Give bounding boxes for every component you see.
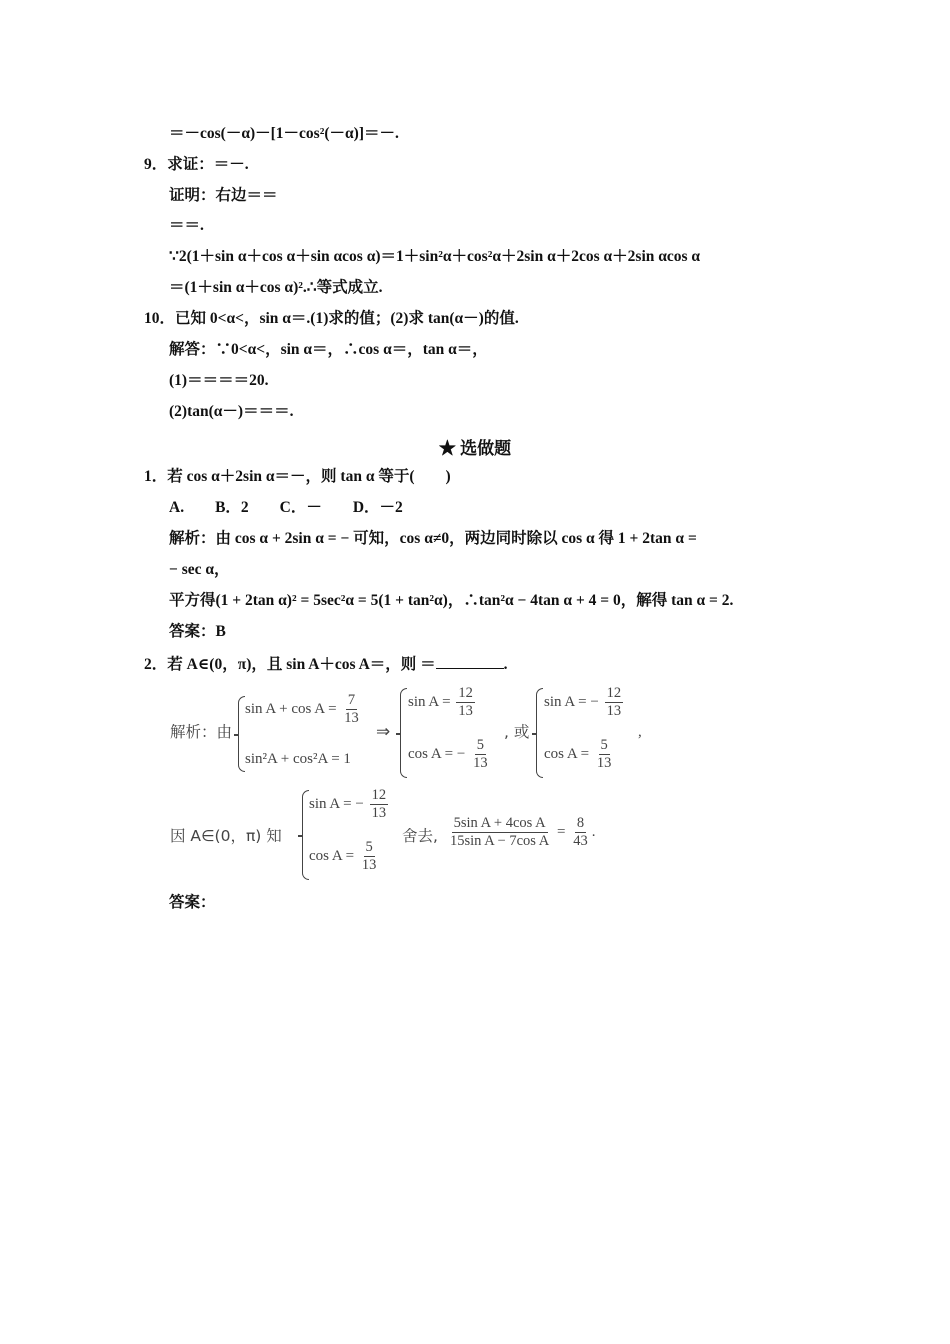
q2-analysis-label: 解析：由: [170, 723, 233, 741]
proof-line-4: ＝(1＋sin α＋cos α)².∴等式成立.: [169, 279, 383, 296]
system2-eq1: sin A = $\frac{12}{13}$: [408, 685, 473, 719]
system4-eq1: sin A = − $\frac{12}{13}$: [309, 787, 387, 821]
because-text: 因 A∈(0，π) 知: [170, 827, 282, 845]
or-text: , 或: [504, 723, 530, 741]
proof-line-1: ＝－cos(－α)－[1－cos²(－α)]＝－.: [169, 125, 399, 142]
system2-eq2: cos A = − $\frac{5}{13}$: [408, 737, 488, 771]
section-title: ★ 选做题: [438, 439, 512, 458]
q2-stem-text: 2．若 A∈(0，π)，且 sin A＋cos A＝，则 ＝: [144, 656, 436, 673]
problem-9: 9．求证：＝－.: [144, 156, 249, 173]
solution-10-line-3: (2)tan(α－)＝＝＝.: [169, 403, 294, 420]
proof-line-2: ＝＝.: [169, 217, 204, 234]
system1-eq1: sin A + cos A = $\frac{7}{13}$: [245, 692, 359, 726]
q2-stem: [144, 653, 508, 675]
implies-arrow: ⇒: [376, 722, 391, 741]
system3-eq2: cos A = $\frac{5}{13}$: [544, 737, 612, 771]
comma: ,: [638, 724, 642, 740]
q1-analysis-3: 平方得(1 + 2tan α)² = 5sec²α = 5(1 + tan²α)，∴tan²α − 4tan α + 4 = 0，解得 tan α = 2.: [169, 592, 734, 609]
q1-answer: 答案：B: [169, 623, 226, 640]
ratio-expression: $\frac{\text{5sin A + 4cos A}}{\text{15sin A − 7cos A}}$ = $\frac{8}{43}$ .: [450, 815, 596, 849]
solution-10-line-2: (1)＝＝＝＝20.: [169, 372, 269, 389]
system1-eq2: sin²A + cos²A = 1: [245, 751, 351, 767]
system3-eq1: sin A = − $\frac{12}{13}$: [544, 685, 622, 719]
solution-10-line-1: 解答：∵0<α<，sin α＝，∴cos α＝，tan α＝，: [169, 341, 488, 358]
system-brace-2: [400, 688, 407, 778]
q1-analysis-1: 解析：由 cos α + 2sin α = − 可知，cos α≠0，两边同时除以 cos α 得 1 + 2tan α =: [169, 530, 697, 547]
q1-analysis-2: − sec α，: [169, 561, 230, 578]
q1-stem: 1．若 cos α＋2sin α＝－，则 tan α 等于( ): [144, 468, 451, 485]
problem-10: 10．已知 0<α<，sin α＝.(1)求的值；(2)求 tan(α－)的值.: [144, 310, 519, 327]
proof-line-3: ∵2(1＋sin α＋cos α＋sin αcos α)＝1＋sin²α＋cos²α＋2sin α＋2cos α＋2sin αcos α: [169, 248, 701, 265]
answer-blank: [436, 653, 504, 669]
proof-label: 证明：右边＝＝: [169, 187, 278, 204]
q2-answer: 答案：: [169, 894, 216, 911]
discard-text: 舍去,: [402, 827, 438, 845]
q2-stem-end: .: [503, 656, 508, 673]
system-brace-3: [536, 688, 543, 778]
system4-eq2: cos A = $\frac{5}{13}$: [309, 839, 377, 873]
system-brace-1: [238, 696, 245, 772]
system-brace-4: [302, 790, 309, 880]
q1-options: A. B．2 C．－ D．－2: [169, 499, 403, 516]
